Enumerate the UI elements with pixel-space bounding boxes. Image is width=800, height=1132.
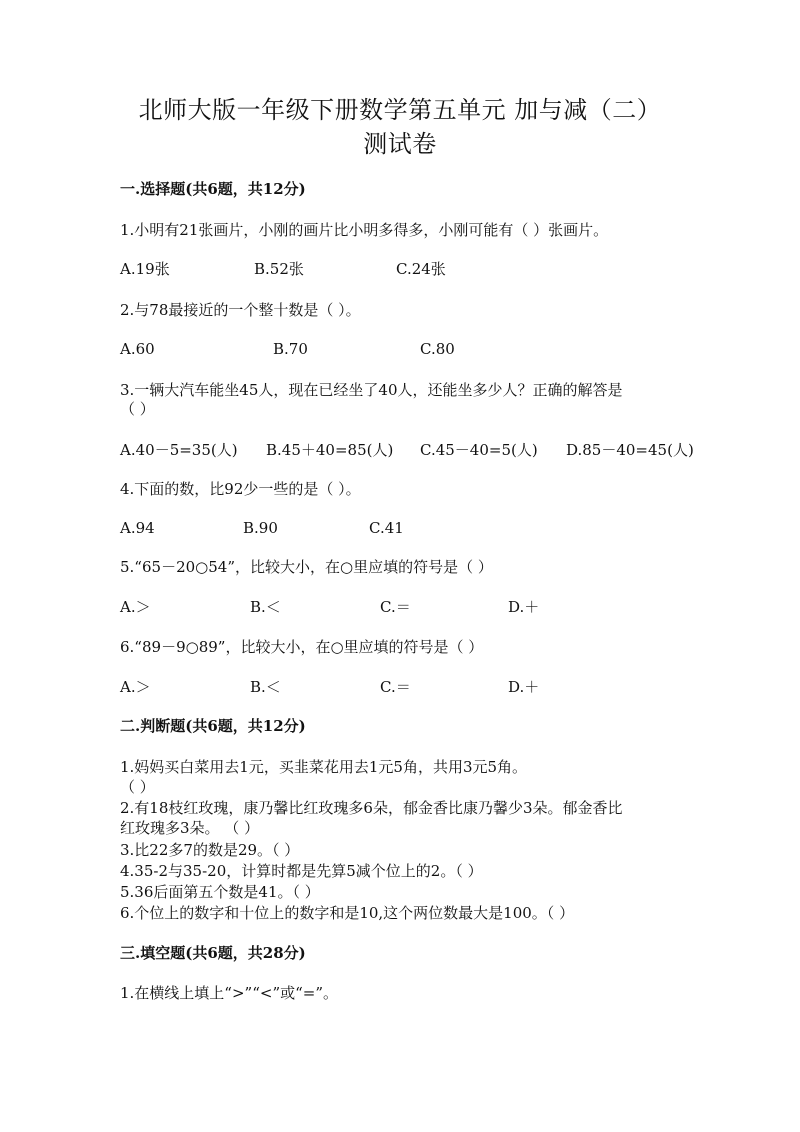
q5-option-c: C.＝: [380, 598, 411, 616]
q6-option-c: C.＝: [380, 678, 411, 696]
tf-line-7: 5.36后面第五个数是41。（ ）: [120, 883, 320, 901]
q3-option-b: B.45＋40=85(人): [266, 441, 394, 459]
q3-option-a: A.40－5=35(人): [120, 441, 238, 459]
question-2: 2.与78最接近的一个整十数是（ ）。: [120, 301, 361, 319]
q1-option-c: C.24张: [396, 260, 446, 278]
section-heading-true-false: 二.判断题(共6题，共12分): [120, 717, 306, 735]
q2-option-c: C.80: [420, 340, 455, 358]
q6-option-d: D.＋: [508, 678, 540, 696]
q3-option-d: D.85－40=45(人): [566, 441, 694, 459]
tf-line-4: 红玫瑰多3朵。 （ ）: [120, 819, 260, 837]
tf-line-3: 2.有18枝红玫瑰，康乃馨比红玫瑰多6朵，郁金香比康乃馨少3朵。郁金香比: [120, 799, 623, 817]
q5-option-b: B.＜: [250, 598, 281, 616]
q6-option-b: B.＜: [250, 678, 281, 696]
section-heading-choice: 一.选择题(共6题，共12分): [120, 180, 306, 198]
tf-line-1: 1.妈妈买白菜用去1元，买韭菜花用去1元5角，共用3元5角。: [120, 758, 528, 776]
q5-option-d: D.＋: [508, 598, 540, 616]
fill-line-1: 1.在横线上填上“>”“<”或“=”。: [120, 984, 339, 1002]
tf-line-8: 6.个位上的数字和十位上的数字和是10,这个两位数最大是100。（ ）: [120, 904, 575, 922]
page-subtitle: 测试卷: [363, 130, 437, 158]
q4-option-a: A.94: [120, 519, 155, 537]
question-3: 3.一辆大汽车能坐45人，现在已经坐了40人，还能坐多少人？正确的解答是: [120, 381, 623, 399]
q2-option-a: A.60: [120, 340, 155, 358]
question-3-answer-blank: （ ）: [120, 400, 155, 418]
q5-option-a: A.＞: [120, 598, 151, 616]
q4-option-b: B.90: [243, 519, 278, 537]
page-title: 北师大版一年级下册数学第五单元 加与减（二）: [138, 96, 662, 124]
q1-option-b: B.52张: [254, 260, 304, 278]
tf-line-5: 3.比22多7的数是29。（ ）: [120, 841, 300, 859]
q2-option-b: B.70: [273, 340, 308, 358]
question-4: 4.下面的数，比92少一些的是（ ）。: [120, 480, 361, 498]
section-heading-fill-blank: 三.填空题(共6题，共28分): [120, 944, 306, 962]
tf-line-6: 4.35-2与35-20，计算时都是先算5减个位上的2。（ ）: [120, 862, 483, 880]
q3-option-c: C.45－40=5(人): [420, 441, 538, 459]
question-6: 6.“89－9○89”，比较大小，在○里应填的符号是（ ）: [120, 638, 484, 656]
tf-line-2: （ ）: [120, 778, 155, 796]
question-1: 1.小明有21张画片，小刚的画片比小明多得多，小刚可能有（ ）张画片。: [120, 221, 609, 239]
q6-option-a: A.＞: [120, 678, 151, 696]
q1-option-a: A.19张: [120, 260, 170, 278]
q4-option-c: C.41: [369, 519, 404, 537]
question-5: 5.“65－20○54”，比较大小，在○里应填的符号是（ ）: [120, 558, 493, 576]
